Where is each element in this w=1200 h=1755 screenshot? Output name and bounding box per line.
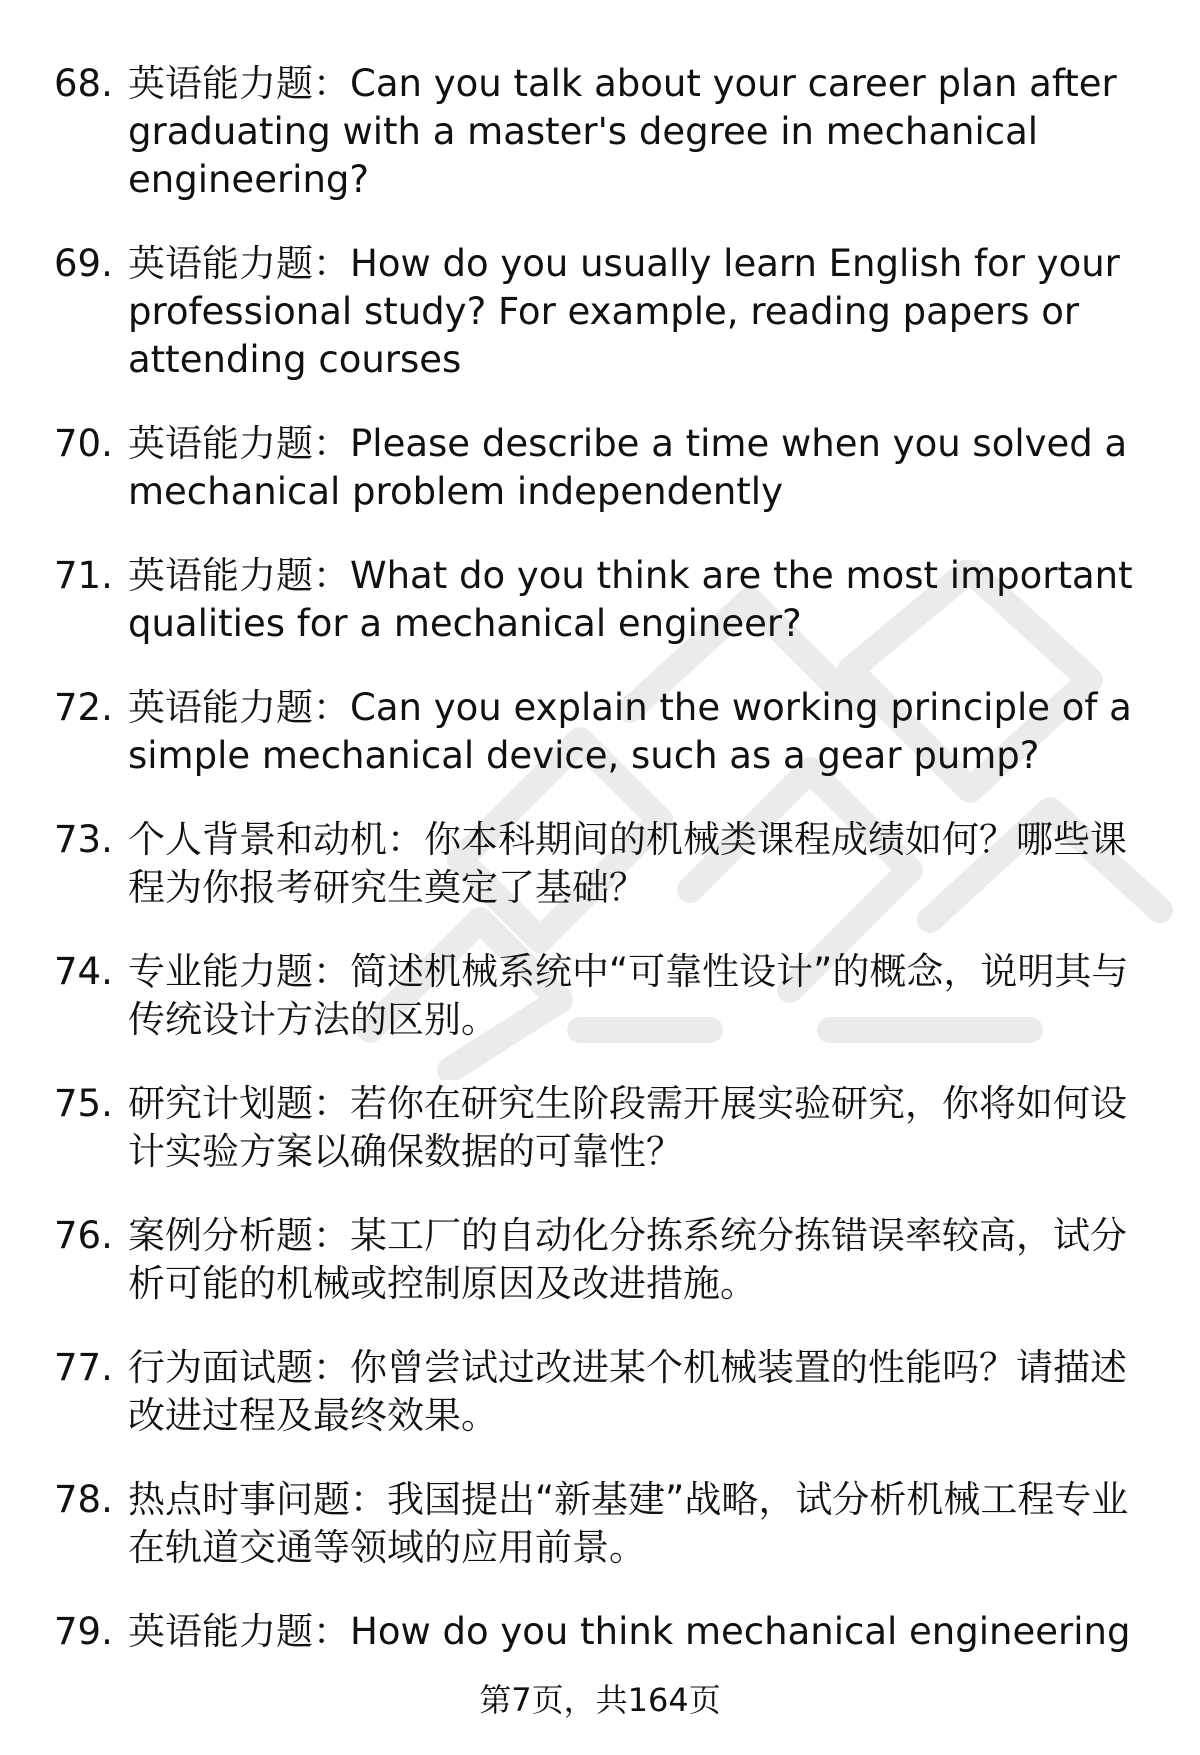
- question-number: 69.: [54, 242, 113, 285]
- question-text: 我国提出“新基建”战略，试分析机械工程专业在轨道交通等领域的应用前景。: [128, 1478, 1129, 1569]
- question-category: 英语能力题：: [128, 62, 350, 105]
- question-text: How do you usually learn English for your professional study? For example, reading papers or attending courses: [128, 242, 1120, 381]
- question-number: 75.: [54, 1082, 113, 1125]
- question-text: What do you think are the most important qualities for a mechanical engineer?: [128, 554, 1133, 645]
- question-body: [128, 1476, 1140, 1572]
- page-number-footer: 第7页，共164页: [479, 1681, 721, 1719]
- question-text: Can you talk about your career plan after graduating with a master's degree in mechanical engineering?: [128, 62, 1117, 201]
- question-number: 74.: [54, 950, 113, 993]
- question-text: 你本科期间的机械类课程成绩如何？哪些课程为你报考研究生奠定了基础？: [128, 818, 1127, 909]
- question-number: 79.: [54, 1610, 113, 1653]
- question-body: [128, 240, 1140, 384]
- question-number: 78.: [54, 1478, 113, 1521]
- question-category: 案例分析题：: [128, 1214, 350, 1257]
- question-number: 77.: [54, 1346, 113, 1389]
- question-body: [128, 1212, 1140, 1308]
- question-category: 英语能力题：: [128, 422, 350, 465]
- question-body: [128, 948, 1140, 1044]
- question-number: 70.: [54, 422, 113, 465]
- question-category: 个人背景和动机：: [128, 818, 424, 861]
- question-text: 某工厂的自动化分拣系统分拣错误率较高，试分析可能的机械或控制原因及改进措施。: [128, 1214, 1127, 1305]
- question-body: [128, 1608, 1140, 1656]
- question-text: 若你在研究生阶段需开展实验研究，你将如何设计实验方案以确保数据的可靠性？: [128, 1082, 1127, 1173]
- question-category: 热点时事问题：: [128, 1478, 387, 1521]
- question-body: [128, 60, 1140, 204]
- question-number: 72.: [54, 686, 113, 729]
- question-category: 英语能力题：: [128, 1610, 350, 1653]
- question-body: [128, 1080, 1140, 1176]
- question-body: [128, 1344, 1140, 1440]
- question-category: 英语能力题：: [128, 686, 350, 729]
- question-category: 英语能力题：: [128, 554, 350, 597]
- question-text: 你曾尝试过改进某个机械装置的性能吗？请描述改进过程及最终效果。: [128, 1346, 1127, 1437]
- question-text: Can you explain the working principle of a simple mechanical device, such as a gear pump?: [128, 686, 1132, 777]
- question-body: [128, 684, 1140, 780]
- question-category: 英语能力题：: [128, 242, 350, 285]
- question-text: How do you think mechanical engineering: [350, 1610, 1131, 1653]
- question-category: 专业能力题：: [128, 950, 350, 993]
- question-body: [128, 552, 1140, 648]
- question-body: [128, 816, 1140, 912]
- question-number: 76.: [54, 1214, 113, 1257]
- question-category: 行为面试题：: [128, 1346, 350, 1389]
- question-category: 研究计划题：: [128, 1082, 350, 1125]
- question-number: 71.: [54, 554, 113, 597]
- question-number: 73.: [54, 818, 113, 861]
- question-number: 68.: [54, 62, 113, 105]
- question-body: [128, 420, 1140, 516]
- question-text: 简述机械系统中“可靠性设计”的概念，说明其与传统设计方法的区别。: [128, 950, 1129, 1041]
- question-text: Please describe a time when you solved a mechanical problem independently: [128, 422, 1128, 513]
